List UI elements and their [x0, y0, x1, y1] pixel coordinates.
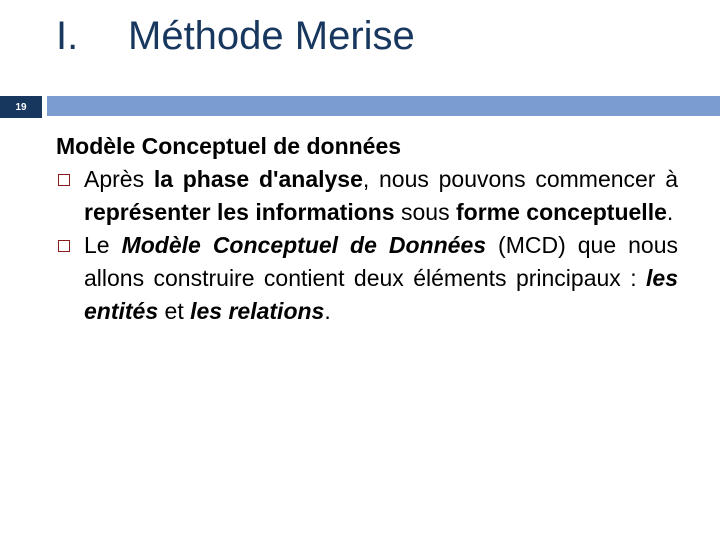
- section-heading: Modèle Conceptuel de données: [56, 133, 402, 159]
- title-text: Méthode Merise: [128, 14, 415, 58]
- bullet-item-1: [56, 163, 678, 229]
- bullet-text: Après: [84, 166, 154, 192]
- slide-content: [56, 130, 678, 328]
- accent-bar: [47, 96, 720, 116]
- square-bullet-icon: [58, 240, 70, 252]
- bold-text: représenter les informations: [84, 199, 395, 225]
- slide-title: [56, 14, 415, 59]
- title-number: I.: [56, 14, 79, 58]
- bullet-text: et: [158, 298, 191, 324]
- bullet-text: .: [666, 199, 674, 225]
- bullet-text: (MCD) que nous allons construire contient deux éléments principaux :: [84, 232, 678, 291]
- bullet-text: , nous pouvons commencer à: [362, 166, 679, 192]
- bullet-text: sous: [394, 199, 456, 225]
- bullet-item-2: [56, 229, 678, 328]
- bullet-text: .: [324, 298, 331, 324]
- bold-text: la phase d'analyse: [153, 166, 363, 192]
- slide-number: 19: [0, 96, 42, 118]
- bold-italic-text: Modèle Conceptuel de Données: [121, 232, 487, 258]
- bold-italic-text: les relations: [190, 298, 325, 324]
- square-bullet-icon: [58, 174, 70, 186]
- bold-text: forme conceptuelle: [455, 199, 667, 225]
- bold-italic-text: les entités: [84, 265, 678, 324]
- bullet-text: Le: [84, 232, 122, 258]
- header-bar: [0, 96, 720, 118]
